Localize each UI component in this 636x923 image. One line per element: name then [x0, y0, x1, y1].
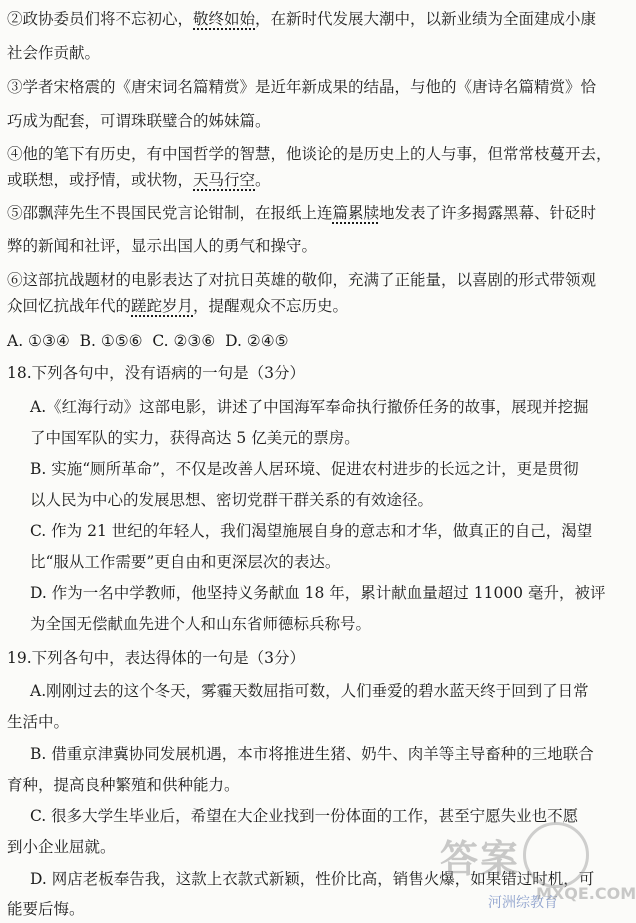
q18-option-a: A.《红海行动》这部电影，讲述了中国海军奉命执行撤侨任务的故事，展现并挖掘 [30, 398, 589, 416]
text-segment: 或联想，或抒情，或状物， [7, 171, 194, 189]
q17-statement-6-cont [7, 296, 348, 316]
q17-answer-choices: A. ①③④ B. ①⑤⑥ C. ②③⑥ D. ②④⑤ [7, 332, 289, 350]
dotted-term: 天马行空 [193, 171, 256, 189]
text-segment: ，提醒观众不忘历史。 [193, 297, 349, 315]
text-segment: ⑤邵飘萍先生不畏国民党言论钳制，在报纸上连 [7, 204, 333, 222]
q17-statement-3-cont: 巧成为配套，可谓珠联璧合的姊妹篇。 [7, 112, 271, 130]
q19-option-b: B. 借重京津冀协同发展机遇，本市将推进生猪、奶牛、肉羊等主导畜种的三地联合 [30, 745, 594, 763]
q17-statement-6: ⑥这部抗战题材的电影表达了对抗日英雄的敬仰，充满了正能量，以喜剧的形式带领观 [7, 271, 597, 289]
q19-option-a-cont: 生活中。 [7, 713, 70, 731]
watermark-badge-icon [523, 822, 589, 888]
watermark-url: MXQE.COM [536, 884, 636, 903]
text-segment: 地发表了许多揭露黑幕、针砭时 [379, 204, 597, 222]
text-segment: ，在新时代发展大潮中，以新业绩为全面建成小康 [255, 10, 597, 28]
dotted-term: 篇累牍 [332, 204, 380, 222]
q18-option-a-cont: 了中国军队的实力，获得高达 5 亿美元的票房。 [30, 429, 360, 447]
q18-option-b-cont: 以人民为中心的发展思想、密切党群干群关系的有效途径。 [30, 491, 434, 509]
q17-statement-5 [7, 203, 596, 223]
q19-option-c-cont: 到小企业屈就。 [7, 838, 116, 856]
q18-stem: 18.下列各句中，没有语病的一句是（3分） [7, 364, 306, 382]
q19-option-a: A.刚刚过去的这个冬天，雾霾天数屈指可数，人们垂爱的碧水蓝天终于回到了日常 [30, 682, 589, 700]
dotted-term: 敬终如始 [193, 10, 256, 28]
q18-option-d: D. 作为一名中学教师，他坚持义务献血 18 年，累计献血量超过 11000 毫升，被评 [30, 584, 606, 602]
q19-option-c: C. 很多大学生毕业后，希望在大企业找到一份体面的工作，甚至宁愿失业也不愿 [30, 807, 579, 825]
q19-option-d-cont: 能要后悔。 [7, 900, 85, 918]
dotted-term: 蹉跎岁月 [131, 297, 194, 315]
q17-statement-3: ③学者宋格震的《唐宋词名篇精赏》是近年新成果的结晶，与他的《唐诗名篇精赏》恰 [7, 78, 597, 96]
q17-statement-2 [7, 9, 596, 29]
q18-option-d-cont: 为全国无偿献血先进个人和山东省师德标兵称号。 [30, 615, 372, 633]
watermark-subtitle: 河洲综教育 [488, 895, 558, 911]
q18-option-b: B. 实施“厕所革命”，不仅是改善人居环境、促进农村进步的长远之计，更是贯彻 [30, 460, 579, 478]
text-segment: 。 [255, 171, 271, 189]
q17-statement-2-cont: 社会作贡献。 [7, 44, 101, 62]
q17-statement-4: ④他的笔下有历史，有中国哲学的智慧，他谈论的是历史上的人与事，但常常枝蔓开去， [7, 145, 612, 163]
watermark-logo: 答案 [440, 837, 521, 881]
q17-statement-5-cont: 弊的新闻和社评，显示出国人的勇气和操守。 [7, 237, 318, 255]
text-segment: 众回忆抗战年代的 [7, 297, 132, 315]
q19-option-b-cont: 育种，提高良种繁殖和供种能力。 [7, 776, 240, 794]
text-segment: ②政协委员们将不忘初心， [7, 10, 194, 28]
q18-option-c-cont: 比“服从工作需要”更自由和更深层次的表达。 [30, 553, 341, 571]
q19-option-d: D. 网店老板奉告我，这款上衣款式新颖，性价比高，销售火爆，如果错过时机，可 [30, 870, 595, 888]
q19-stem: 19.下列各句中，表达得体的一句是（3分） [7, 649, 306, 667]
q17-statement-4-cont [7, 170, 271, 190]
q18-option-c: C. 作为 21 世纪的年轻人，我们渴望施展自身的意志和才华，做真正的自己，渴望 [30, 522, 593, 540]
